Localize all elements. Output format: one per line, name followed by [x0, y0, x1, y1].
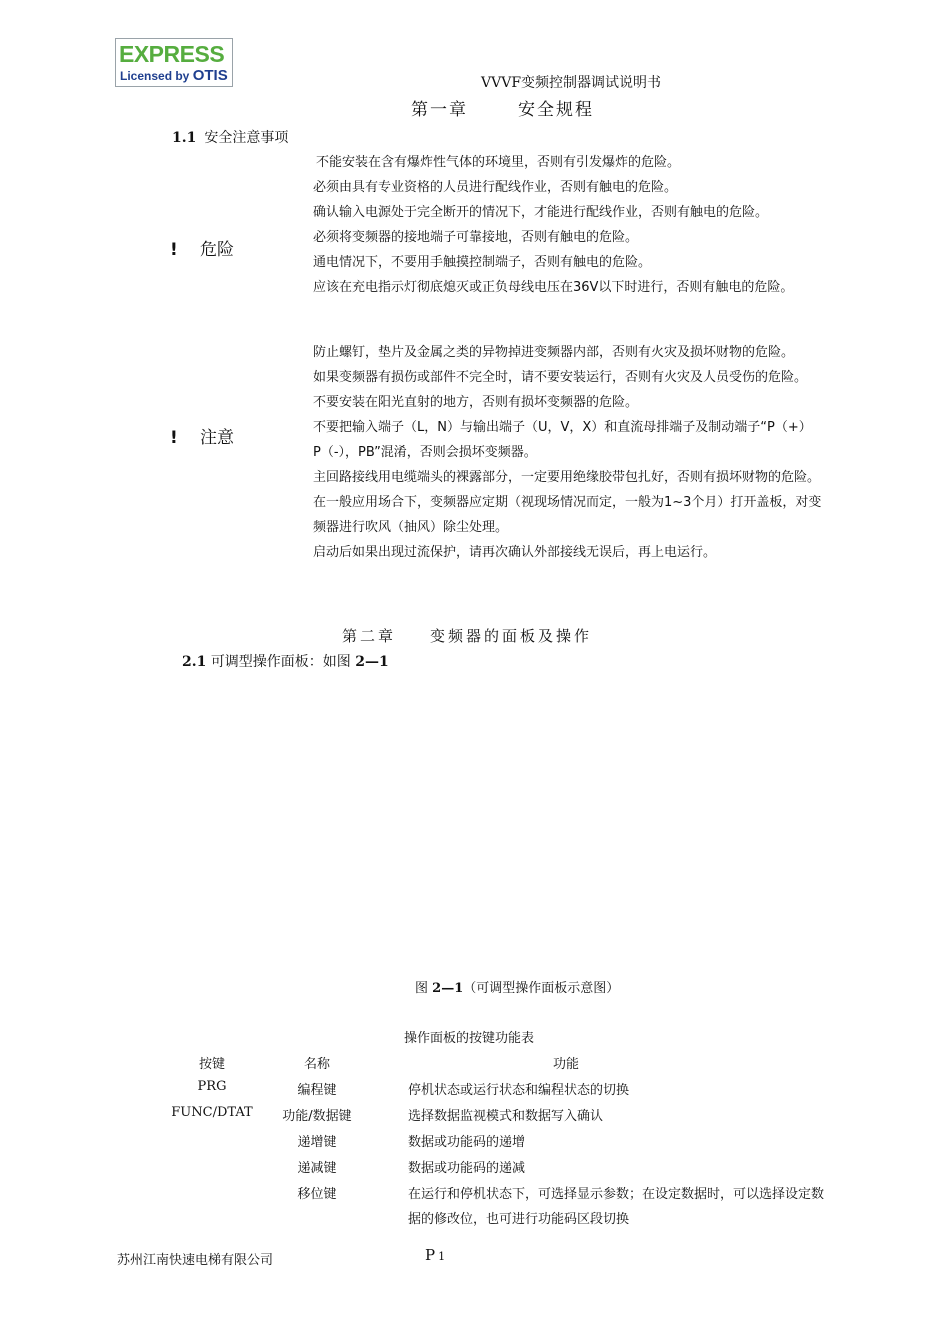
caution-item: 不要安装在阳光直射的地方，否则有损坏变频器的危险。 — [313, 395, 639, 410]
table-header-name: 名称 — [303, 1057, 330, 1072]
express-otis-logo — [115, 38, 233, 87]
table-cell-name: 移位键 — [297, 1187, 337, 1202]
section-2-1-number: 2.1 — [182, 654, 207, 670]
chapter-2-heading — [342, 625, 592, 646]
caution-item: 频器进行吹风（抽风）除尘处理。 — [313, 520, 509, 535]
page-number: P 1 — [425, 1246, 446, 1264]
figure-caption: 图 2—1（可调型操作面板示意图） — [415, 981, 620, 996]
table-header-function: 功能 — [553, 1057, 580, 1072]
table-cell-function: 数据或功能码的递减 — [408, 1161, 526, 1176]
danger-item: 通电情况下，不要用手触摸控制端子，否则有触电的危险。 — [313, 255, 652, 270]
chapter-2-title: 变频器的面板及操作 — [430, 627, 593, 645]
caution-item: P（-），PB”混淆，否则会损坏变频器。 — [313, 445, 537, 460]
section-1-1-number: 1.1 — [172, 130, 197, 146]
danger-label — [170, 235, 234, 260]
caution-item: 不要把输入端子（L，N）与输出端子（U，V，X）和直流母排端子及制动端子“P（+） — [313, 420, 812, 435]
table-cell-function: 数据或功能码的递增 — [408, 1135, 526, 1150]
warning-icon: ! — [170, 240, 178, 260]
table-cell-key: FUNC/DTAT — [171, 1105, 253, 1120]
logo-licensed-text: Licensed by OTIS — [120, 67, 228, 84]
chapter-1-number: 第一章 — [411, 100, 468, 120]
danger-item: 必须将变频器的接地端子可靠接地，否则有触电的危险。 — [313, 230, 639, 245]
table-cell-function: 在运行和停机状态下，可选择显示参数；在设定数据时，可以选择设定数 — [408, 1187, 825, 1202]
caution-item: 在一般应用场合下，变频器应定期（视现场情况而定，一般为1~3个月）打开盖板，对变 — [313, 495, 822, 510]
danger-item: 必须由具有专业资格的人员进行配线作业，否则有触电的危险。 — [313, 180, 678, 195]
danger-item: 应该在充电指示灯彻底熄灭或正负母线电压在36V以下时进行，否则有触电的危险。 — [313, 280, 794, 295]
table-cell-function: 停机状态或运行状态和编程状态的切换 — [408, 1083, 630, 1098]
table-cell-name: 递减键 — [297, 1161, 337, 1176]
caution-item: 启动后如果出现过流保护，请再次确认外部接线无误后，再上电运行。 — [313, 545, 717, 560]
key-table-title: 操作面板的按键功能表 — [404, 1031, 535, 1046]
table-cell-name: 递增键 — [297, 1135, 337, 1150]
table-cell-name: 功能/数据键 — [282, 1109, 352, 1124]
section-2-1-figref: 2—1 — [355, 654, 389, 670]
chapter-1-heading — [411, 95, 594, 120]
document-title: VVVF变频控制器调试说明书 — [481, 75, 662, 91]
table-header-key: 按键 — [198, 1057, 225, 1072]
logo-otis-text: OTIS — [192, 67, 228, 84]
danger-item: 不能安装在含有爆炸性气体的环境里，否则有引发爆炸的危险。 — [316, 155, 681, 170]
caution-label-text: 注意 — [200, 428, 234, 448]
logo-express-text: EXPRESS — [119, 41, 225, 67]
footer-company: 苏州江南快速电梯有限公司 — [117, 1253, 274, 1268]
warning-icon: ! — [170, 428, 178, 448]
section-1-1-title: 安全注意事项 — [204, 130, 289, 146]
caution-list — [313, 340, 821, 565]
caution-label — [170, 423, 234, 448]
table-cell-function: 据的修改位，也可进行功能码区段切换 — [408, 1212, 630, 1227]
table-cell-name: 编程键 — [297, 1083, 337, 1098]
table-cell-function: 选择数据监视模式和数据写入确认 — [408, 1109, 604, 1124]
chapter-1-title: 安全规程 — [518, 100, 594, 120]
caution-item: 如果变频器有损伤或部件不完全时，请不要安装运行，否则有火灾及人员受伤的危险。 — [313, 370, 808, 385]
caution-item: 主回路接线用电缆端头的裸露部分，一定要用绝缘胶带包扎好，否则有损坏财物的危险。 — [313, 470, 821, 485]
danger-label-text: 危险 — [200, 240, 234, 260]
table-cell-key: PRG — [197, 1079, 227, 1094]
caution-item: 防止螺钉，垫片及金属之类的异物掉进变频器内部，否则有火灾及损坏财物的危险。 — [313, 345, 795, 360]
section-2-1-heading — [182, 651, 389, 671]
section-1-1-heading — [172, 127, 288, 147]
danger-list — [313, 150, 793, 300]
section-2-1-title: 可调型操作面板：如图 — [210, 654, 351, 670]
chapter-2-number: 第二章 — [342, 627, 397, 645]
danger-item: 确认输入电源处于完全断开的情况下，才能进行配线作业，否则有触电的危险。 — [313, 205, 769, 220]
